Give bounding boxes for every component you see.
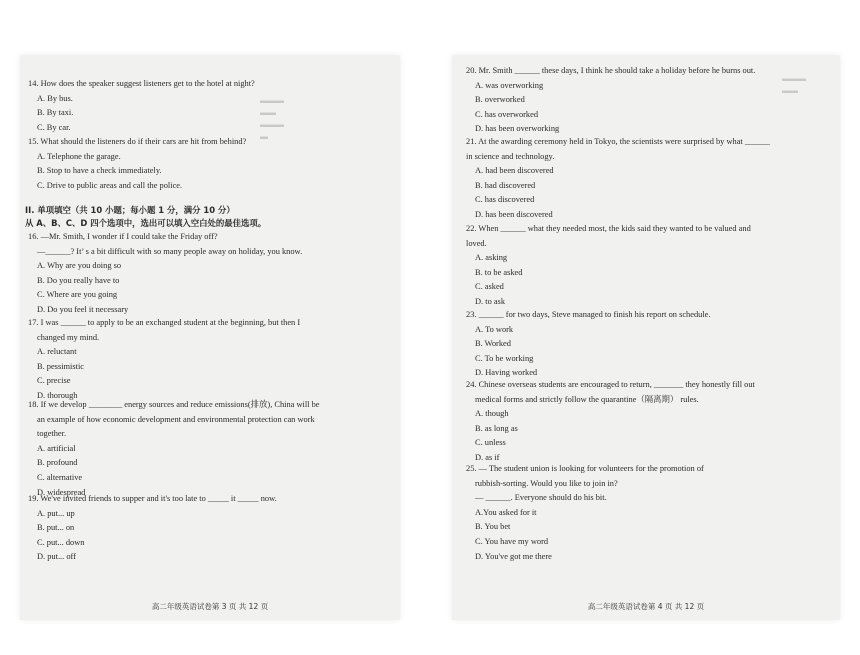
option-c: C. alternative	[37, 472, 83, 482]
question-stem: 20. Mr. Smith ______ these days, I think he should take a holiday before he burns out.	[466, 66, 756, 75]
question-24	[466, 378, 755, 466]
option-b: B. pessimistic	[37, 361, 84, 371]
question-continuation: —______? It’ s a bit difficult with so many people away on holiday, you know.	[37, 246, 303, 256]
option-b: B. overworked	[475, 95, 525, 105]
option-d: D. put... off	[37, 552, 76, 562]
option-a: A. had been discovered	[475, 166, 554, 176]
option-a: A. By bus.	[37, 93, 73, 103]
question-stem: 16. —Mr. Smith, I wonder if I could take the Friday off?	[28, 232, 218, 241]
question-stem: 25. — The student union is looking for volunteers for the promotion of	[466, 464, 704, 473]
question-18	[28, 398, 320, 500]
section-instruction: 从 A、B、C、D 四个选项中，选出可以填入空白处的最佳选项。	[25, 218, 267, 228]
option-a: A. was overworking	[475, 80, 544, 90]
option-b: B. By taxi.	[37, 108, 74, 118]
option-d: D. widespread	[37, 487, 86, 497]
question-continuation: rubbish-sorting. Would you like to join in?	[475, 478, 618, 488]
option-a: A. artificial	[37, 443, 76, 453]
option-b: B. Do you really have to	[37, 275, 120, 285]
question-continuation: in science and technology.	[466, 151, 555, 161]
question-15	[28, 135, 246, 193]
section-heading	[25, 204, 266, 230]
question-25	[466, 462, 704, 564]
bleed-through-text: ▬▬▬ ▬▬ ▬▬▬ ▬	[260, 96, 284, 141]
option-c: C. Drive to public areas and call the police.	[37, 180, 183, 190]
option-b: B. Worked	[475, 339, 511, 349]
option-a: A. To work	[475, 324, 514, 334]
option-a: A. Why are you doing so	[37, 261, 122, 271]
section-title: II. 单项填空（共 10 小题；每小题 1 分，满分 10 分）	[25, 205, 235, 215]
question-stem: 19. We've invited friends to supper and it's too late to _____ it _____ now.	[28, 494, 277, 503]
option-c: C. To be working	[475, 353, 534, 363]
page-footer: 高二年级英语试卷第 3 页 共 12 页	[151, 602, 269, 611]
question-16	[28, 230, 302, 318]
option-c: C. By car.	[37, 122, 71, 132]
question-21	[466, 135, 770, 223]
question-14	[28, 77, 255, 135]
option-b: B. put... on	[37, 523, 75, 533]
option-b: B. profound	[37, 458, 78, 468]
question-stem: 18. If we develop ________ energy sources and reduce emissions(排放), China will be	[28, 400, 320, 409]
option-d: D. You've got me there	[475, 551, 552, 561]
option-d: D. Do you feel it necessary	[37, 304, 129, 314]
option-b: B. to be asked	[475, 267, 523, 277]
option-b: B. as long as	[475, 423, 518, 433]
question-continuation: together.	[37, 429, 67, 439]
question-continuation: loved.	[466, 238, 487, 248]
option-d: D. as if	[475, 452, 500, 462]
question-23	[466, 308, 710, 381]
option-b: B. You bet	[475, 522, 511, 532]
question-continuation: medical forms and strictly follow the quarantine（隔离期） rules.	[475, 394, 699, 404]
question-stem: 15. What should the listeners do if their cars are hit from behind?	[28, 137, 247, 146]
question-continuation: changed my mind.	[37, 332, 100, 342]
question-continuation: an example of how economic development and environmental protection can work	[37, 414, 315, 424]
option-a: A. asking	[475, 253, 508, 263]
option-d: D. thorough	[37, 390, 78, 400]
option-a: A.You asked for it	[475, 507, 537, 517]
option-a: A. reluctant	[37, 347, 77, 357]
option-c: C. You have my word	[475, 536, 549, 546]
option-c: C. has discovered	[475, 195, 535, 205]
option-a: A. though	[475, 409, 509, 419]
exam-page-3	[20, 55, 400, 620]
bleed-through-text: ▬▬▬ ▬▬	[782, 74, 806, 95]
question-stem: 14. How does the speaker suggest listeners get to the hotel at night?	[28, 79, 255, 88]
option-a: A. Telephone the garage.	[37, 151, 121, 161]
option-d: D. to ask	[475, 296, 506, 306]
option-d: D. has been overworking	[475, 124, 560, 134]
option-c: C. has overworked	[475, 109, 539, 119]
option-c: C. precise	[37, 376, 71, 386]
question-stem: 21. At the awarding ceremony held in Tokyo, the scientists were surprised by what ______	[466, 137, 770, 146]
question-stem: 22. When ______ what they needed most, the kids said they wanted to be valued and	[466, 224, 751, 233]
option-c: C. Where are you going	[37, 290, 118, 300]
question-22	[466, 222, 751, 310]
option-d: D. has been discovered	[475, 209, 553, 219]
option-b: B. Stop to have a check immediately.	[37, 166, 162, 176]
option-b: B. had discovered	[475, 180, 536, 190]
option-d: D. Having worked	[475, 368, 538, 378]
page-footer: 高二年级英语试卷第 4 页 共 12 页	[587, 602, 705, 611]
question-stem: 17. I was ______ to apply to be an exchanged student at the beginning, but then I	[28, 318, 301, 327]
question-stem: 24. Chinese overseas students are encouraged to return, _______ they honestly fill out	[466, 380, 755, 389]
option-c: C. asked	[475, 282, 504, 292]
question-17	[28, 316, 300, 404]
question-19	[28, 492, 277, 565]
option-c: C. put... down	[37, 537, 85, 547]
option-a: A. put... up	[37, 508, 75, 518]
question-stem: 23. ______ for two days, Steve managed to finish his report on schedule.	[466, 310, 711, 319]
exam-page-4	[452, 55, 840, 620]
question-20	[466, 64, 755, 137]
question-response: — ______. Everyone should do his bit.	[475, 493, 607, 503]
option-c: C. unless	[475, 438, 506, 448]
